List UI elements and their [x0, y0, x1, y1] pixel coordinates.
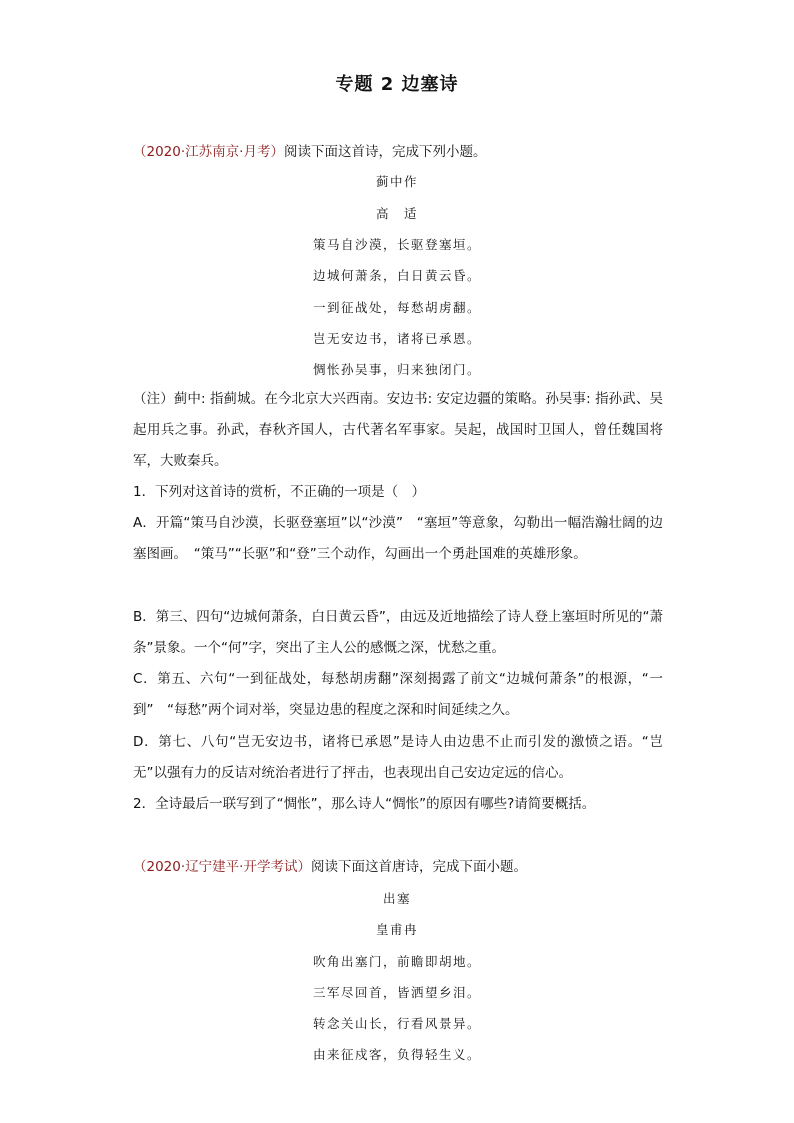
poem-line: 惆怅孙吴事，归来独闭门。: [312, 362, 481, 377]
poem-line: 策马自沙漠，长驱登塞垣。: [312, 237, 481, 252]
question-header-2: [133, 857, 663, 877]
poem-line: 岂无安边书，诸将已承恩。: [312, 331, 481, 346]
poem-title: 出塞: [382, 891, 411, 906]
poem-line: 由来征戍客，负得轻生义。: [312, 1047, 481, 1062]
source-citation: （2020·江苏南京·月考）: [133, 144, 284, 160]
option-a: A．开篇“策马自沙漠，长驱登塞垣”以“沙漠” “塞垣”等意象，勾勒出一幅浩瀚壮阔的边塞图画。 “策马”“长驱”和“登”三个动作，勾画出一个勇赴国难的英雄形象。: [133, 515, 663, 562]
page-title: 专题 2 边塞诗: [335, 74, 459, 95]
instruction-text: 阅读下面这首诗，完成下列小题。: [283, 144, 487, 160]
poem-line: 一到征战处，每愁胡虏翻。: [312, 300, 481, 315]
poem-author: 皇甫冉: [375, 922, 418, 937]
poem-line: 吹角出塞门，前瞻即胡地。: [312, 954, 481, 969]
poem-line: 三军尽回首，皆洒望乡泪。: [312, 985, 481, 1000]
poem-line: 边城何萧条，白日黄云昏。: [312, 268, 481, 283]
poem-title: 蓟中作: [375, 174, 418, 189]
instruction-text: 阅读下面这首唐诗，完成下面小题。: [310, 859, 527, 875]
question-2: 2．全诗最后一联写到了“惆怅”，那么诗人“惆怅”的原因有哪些?请简要概括。: [133, 796, 596, 812]
question-1: 1．下列对这首诗的赏析，不正确的一项是（ ）: [133, 484, 426, 500]
source-citation: （2020·辽宁建平·开学考试）: [133, 859, 311, 875]
question-header-1: [133, 142, 663, 162]
option-c: C．第五、六句“一到征战处，每愁胡虏翻”深刻揭露了前文“边城何萧条”的根源，“一到” “每愁”两个词对举，突显边患的程度之深和时间延续之久。: [133, 671, 663, 718]
poem-line: 转念关山长，行看风景异。: [312, 1016, 481, 1031]
poem-author: 高 适: [375, 206, 418, 221]
option-d: D．第七、八句“岂无安边书，诸将已承恩”是诗人由边患不止而引发的激愤之语。“岂无”以强有力的反诘对统治者进行了抨击，也表现出自己安边定远的信心。: [133, 734, 663, 781]
option-b: B．第三、四句“边城何萧条，白日黄云昏”，由远及近地描绘了诗人登上塞垣时所见的“萧条”景象。一个“何”字，突出了主人公的感慨之深，忧愁之重。: [133, 609, 663, 656]
poem-note: （注）蓟中: 指蓟城。在今北京大兴西南。安边书: 安定边疆的策略。孙吴事: 指孙武、吴起用兵之事。孙武，春秋齐国人，古代著名军事家。吴起，战国时卫国人，曾任魏国将军，大败秦兵。: [133, 391, 663, 469]
